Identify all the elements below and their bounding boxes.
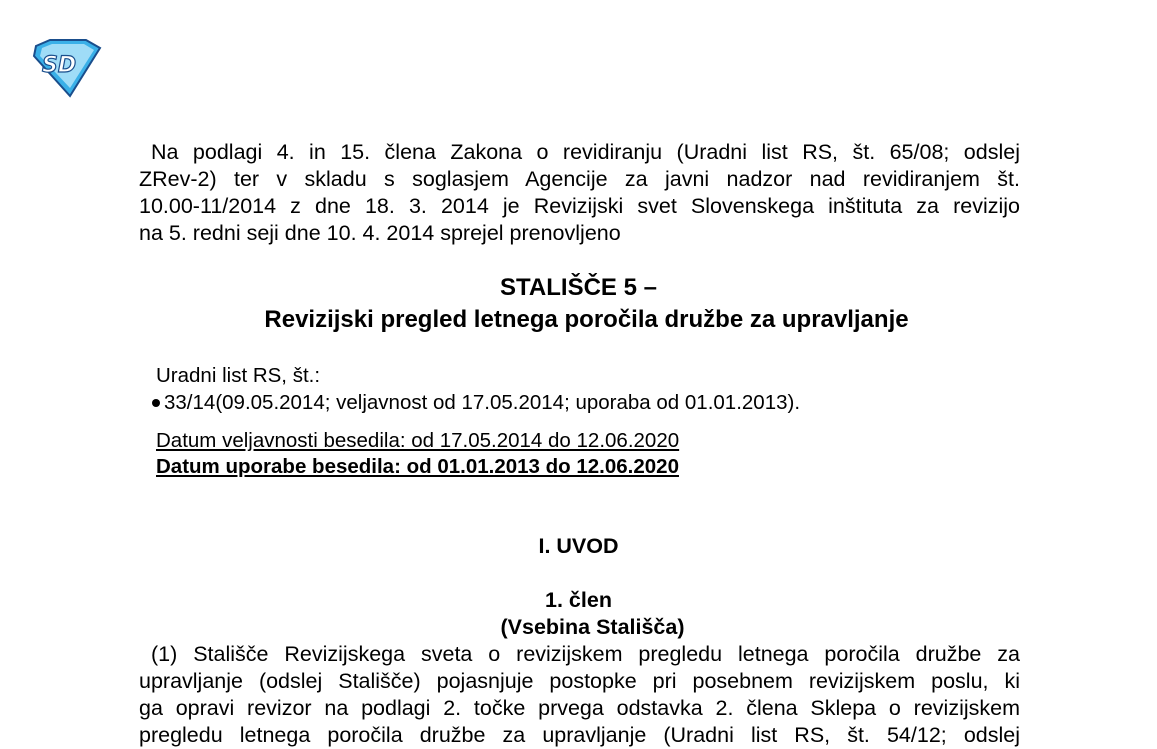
body-line: upravljanje (odslej Stališče) pojasnjuje postopke pri posebnem revizijskem poslu, ki — [139, 669, 1020, 693]
document-title: STALIŠČE 5 – — [500, 274, 657, 301]
intro-line: ZRev-2) ter v skladu s soglasjem Agencije za javni nadzor nad revidiranjem št. — [139, 167, 1020, 191]
article-title: (Vsebina Stališča) — [500, 615, 685, 639]
intro-line: 10.00-11/2014 z dne 18. 3. 2014 je Revizijski svet Slovenskega inštituta za revizijo — [139, 194, 1020, 218]
article-body — [139, 641, 1020, 749]
article-number: 1. člen — [545, 588, 612, 612]
validity-date: Datum veljavnosti besedila: od 17.05.2014 do 12.06.2020 — [156, 429, 680, 452]
gazette-list-item — [152, 390, 800, 416]
gazette-link[interactable]: 33/14 — [164, 391, 216, 414]
intro-line: na 5. redni seji dne 10. 4. 2014 sprejel prenovljeno — [139, 221, 621, 245]
logo-text: SD — [42, 53, 77, 78]
usage-date: Datum uporabe besedila: od 01.01.2013 do 12.06.2020 — [156, 455, 679, 478]
gazette-item-details: (09.05.2014; veljavnost od 17.05.2014; uporaba od 01.01.2013). — [215, 391, 801, 414]
document-subtitle: Revizijski pregled letnega poročila družbe za upravljanje — [264, 306, 909, 333]
body-line: ga opravi revizor na podlagi 2. točke prvega odstavka 2. člena Sklepa o revizijskem — [139, 696, 1020, 720]
body-line: (1) Stališče Revizijskega sveta o revizijskem pregledu letnega poročila družbe za — [151, 642, 1020, 666]
section-heading: I. UVOD — [538, 534, 619, 558]
body-line: pregledu letnega poročila družbe za upravljanje (Uradni list RS, št. 54/12; odslej — [139, 723, 1020, 747]
intro-line: Na podlagi 4. in 15. člena Zakona o revidiranju (Uradni list RS, št. 65/08; odslej — [151, 140, 1020, 164]
gazette-label: Uradni list RS, št.: — [156, 364, 321, 387]
bullet-icon — [152, 399, 160, 407]
sd-logo — [30, 38, 104, 100]
intro-paragraph — [139, 139, 1020, 247]
